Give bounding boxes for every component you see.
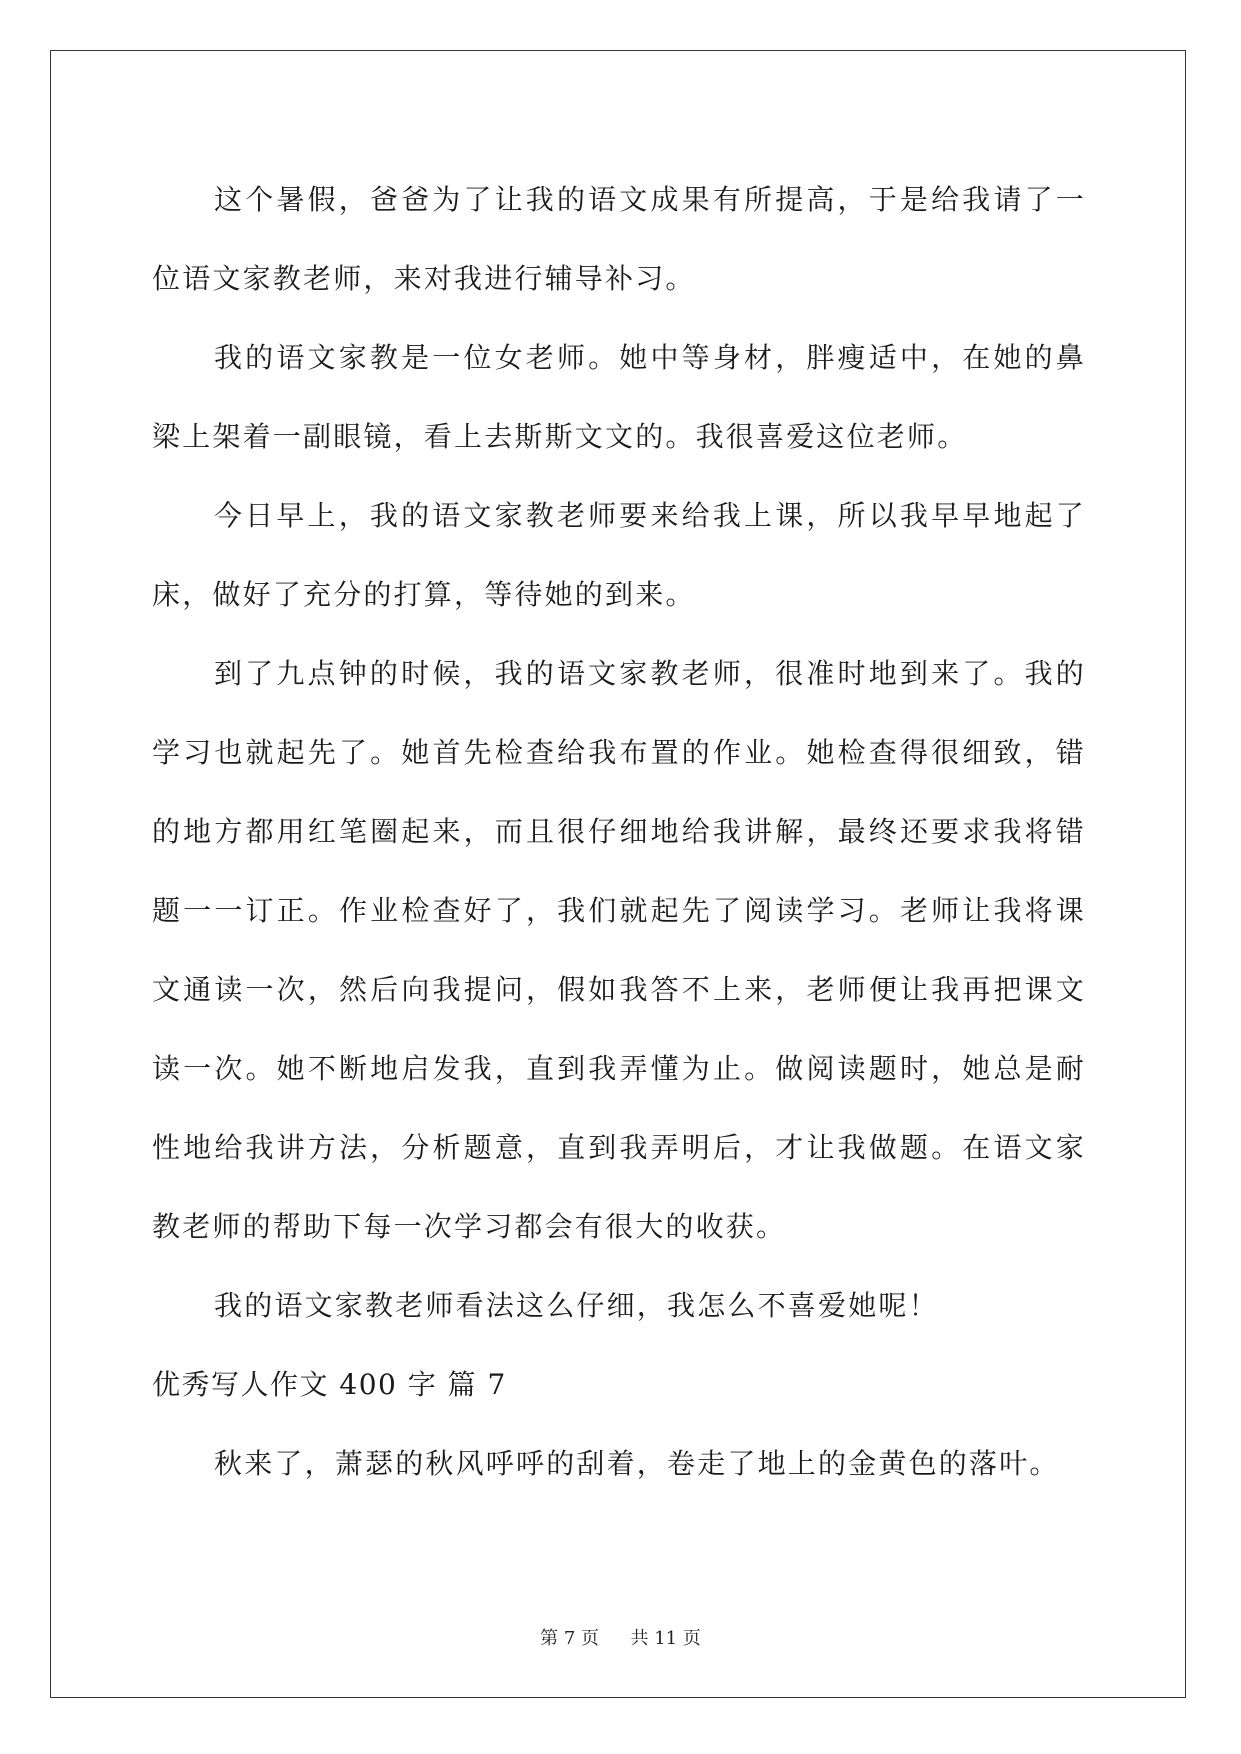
- section-heading: 优秀写人作文 400 字 篇 7: [152, 1368, 507, 1401]
- paragraph-1: 这个暑假，爸爸为了让我的语文成果有所提高，于是给我请了一位语文家教老师，来对我进行辅导补习。: [152, 183, 1086, 295]
- page-footer: [0, 1624, 1241, 1650]
- paragraph-5: 我的语文家教老师看法这么仔细，我怎么不喜爱她呢！: [214, 1289, 939, 1322]
- document-body: [152, 160, 1086, 1503]
- paragraph-3: 今日早上，我的语文家教老师要来给我上课，所以我早早地起了床，做好了充分的打算，等待她的到来。: [152, 499, 1086, 611]
- page-total: 共 11 页: [630, 1628, 701, 1649]
- paragraph-2: 我的语文家教是一位女老师。她中等身材，胖瘦适中，在她的鼻梁上架着一副眼镜，看上去斯斯文文的。我很喜爱这位老师。: [152, 341, 1086, 453]
- paragraph-4: 到了九点钟的时候，我的语文家教老师，很准时地到来了。我的学习也就起先了。她首先检查给我布置的作业。她检查得很细致，错的地方都用红笔圈起来，而且很仔细地给我讲解，最终还要求我将错题一一订正。作业检查好了，我们就起先了阅读学习。老师让我将课文通读一次，然后向我提问，假如我答不上来，老师便让我再把课文读一次。她不断地启发我，直到我弄懂为止。做阅读题时，她总是耐性地给我讲方法，分析题意，直到我弄明后，才让我做题。在语文家教老师的帮助下每一次学习都会有很大的收获。: [152, 657, 1086, 1243]
- section-paragraph: 秋来了，萧瑟的秋风呼呼的刮着，卷走了地上的金黄色的落叶。: [214, 1447, 1060, 1480]
- page-number: 第 7 页: [540, 1628, 600, 1649]
